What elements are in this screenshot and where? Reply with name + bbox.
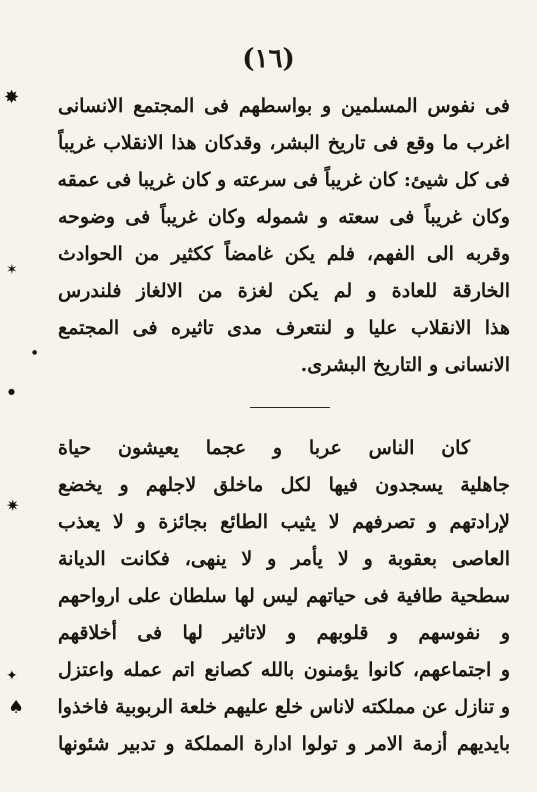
ink-blot-icon: ✷	[6, 496, 20, 515]
text-line: فى كل شيئ: كان غريباً فى سرعته و كان غريبا فى عمقه	[58, 169, 510, 191]
ink-blot-icon: ✶	[6, 262, 18, 278]
text-line: لإرادتهم و تصرفهم لا يثيب الطائع بجائزة و لا يعذب	[58, 511, 510, 533]
text-line: العاصى بعقوبة و لا يأمر و لا ينهى، فكانت الديانة	[58, 548, 510, 570]
ink-blot-icon: ♠	[8, 697, 25, 718]
text-line: هذا الانقلاب عليا و لنتعرف مدى تاثيره فى المجتمع	[58, 317, 510, 339]
text-line: و نفوسهم و قلوبهم و لاتاثير لها فى أخلاقهم	[58, 622, 510, 644]
text-line: و اجتماعهم، كانوا يؤمنون بالله كصانع اتم عمله واعتزل	[58, 659, 510, 681]
ink-blot-icon: ✸	[4, 87, 20, 108]
section-separator	[250, 407, 330, 408]
text-line: وقربه الى الفهم، فلم يكن غامضاً ككثير من الحوادث	[58, 243, 510, 265]
text-line: سطحية طافية فى حياتهم ليس لها سلطان على ارواحهم	[58, 585, 510, 607]
text-line: كان الناس عربا و عجما يعيشون حياة	[58, 437, 470, 459]
page-number: (١٦)	[242, 44, 295, 74]
ink-dot-icon: ●	[8, 387, 15, 396]
text-line: جاهلية يسجدون فيها لكل ماخلق لاجلهم و يخضع	[58, 474, 510, 496]
ink-dot-icon: ●	[32, 349, 38, 356]
text-line: وكان غريباً فى سعته و شموله وكان غريباً فى وضوحه	[58, 206, 510, 228]
ink-blot-icon: ✦	[6, 668, 18, 684]
text-line: فى نفوس المسلمين و بواسطهم فى المجتمع الانسانى	[58, 95, 510, 117]
paragraph-2	[58, 430, 510, 763]
paragraph-1	[58, 88, 510, 384]
text-line: و تنازل عن مملكته لاناس خلع عليهم خلعة الربوبية فاخذوا	[58, 696, 510, 718]
text-line: اغرب ما وقع فى تاريخ البشر، وقدكان هذا الانقلاب غريباً	[58, 132, 510, 154]
text-line: بايديهم أزمة الامر و تولوا ادارة المملكة و تدبير شئونها	[58, 733, 510, 755]
text-line: الانسانى و التاريخ البشرى.	[300, 354, 510, 376]
text-line: الخارقة للعادة و لم يكن لغزة من الالغاز فلندرس	[58, 280, 510, 302]
